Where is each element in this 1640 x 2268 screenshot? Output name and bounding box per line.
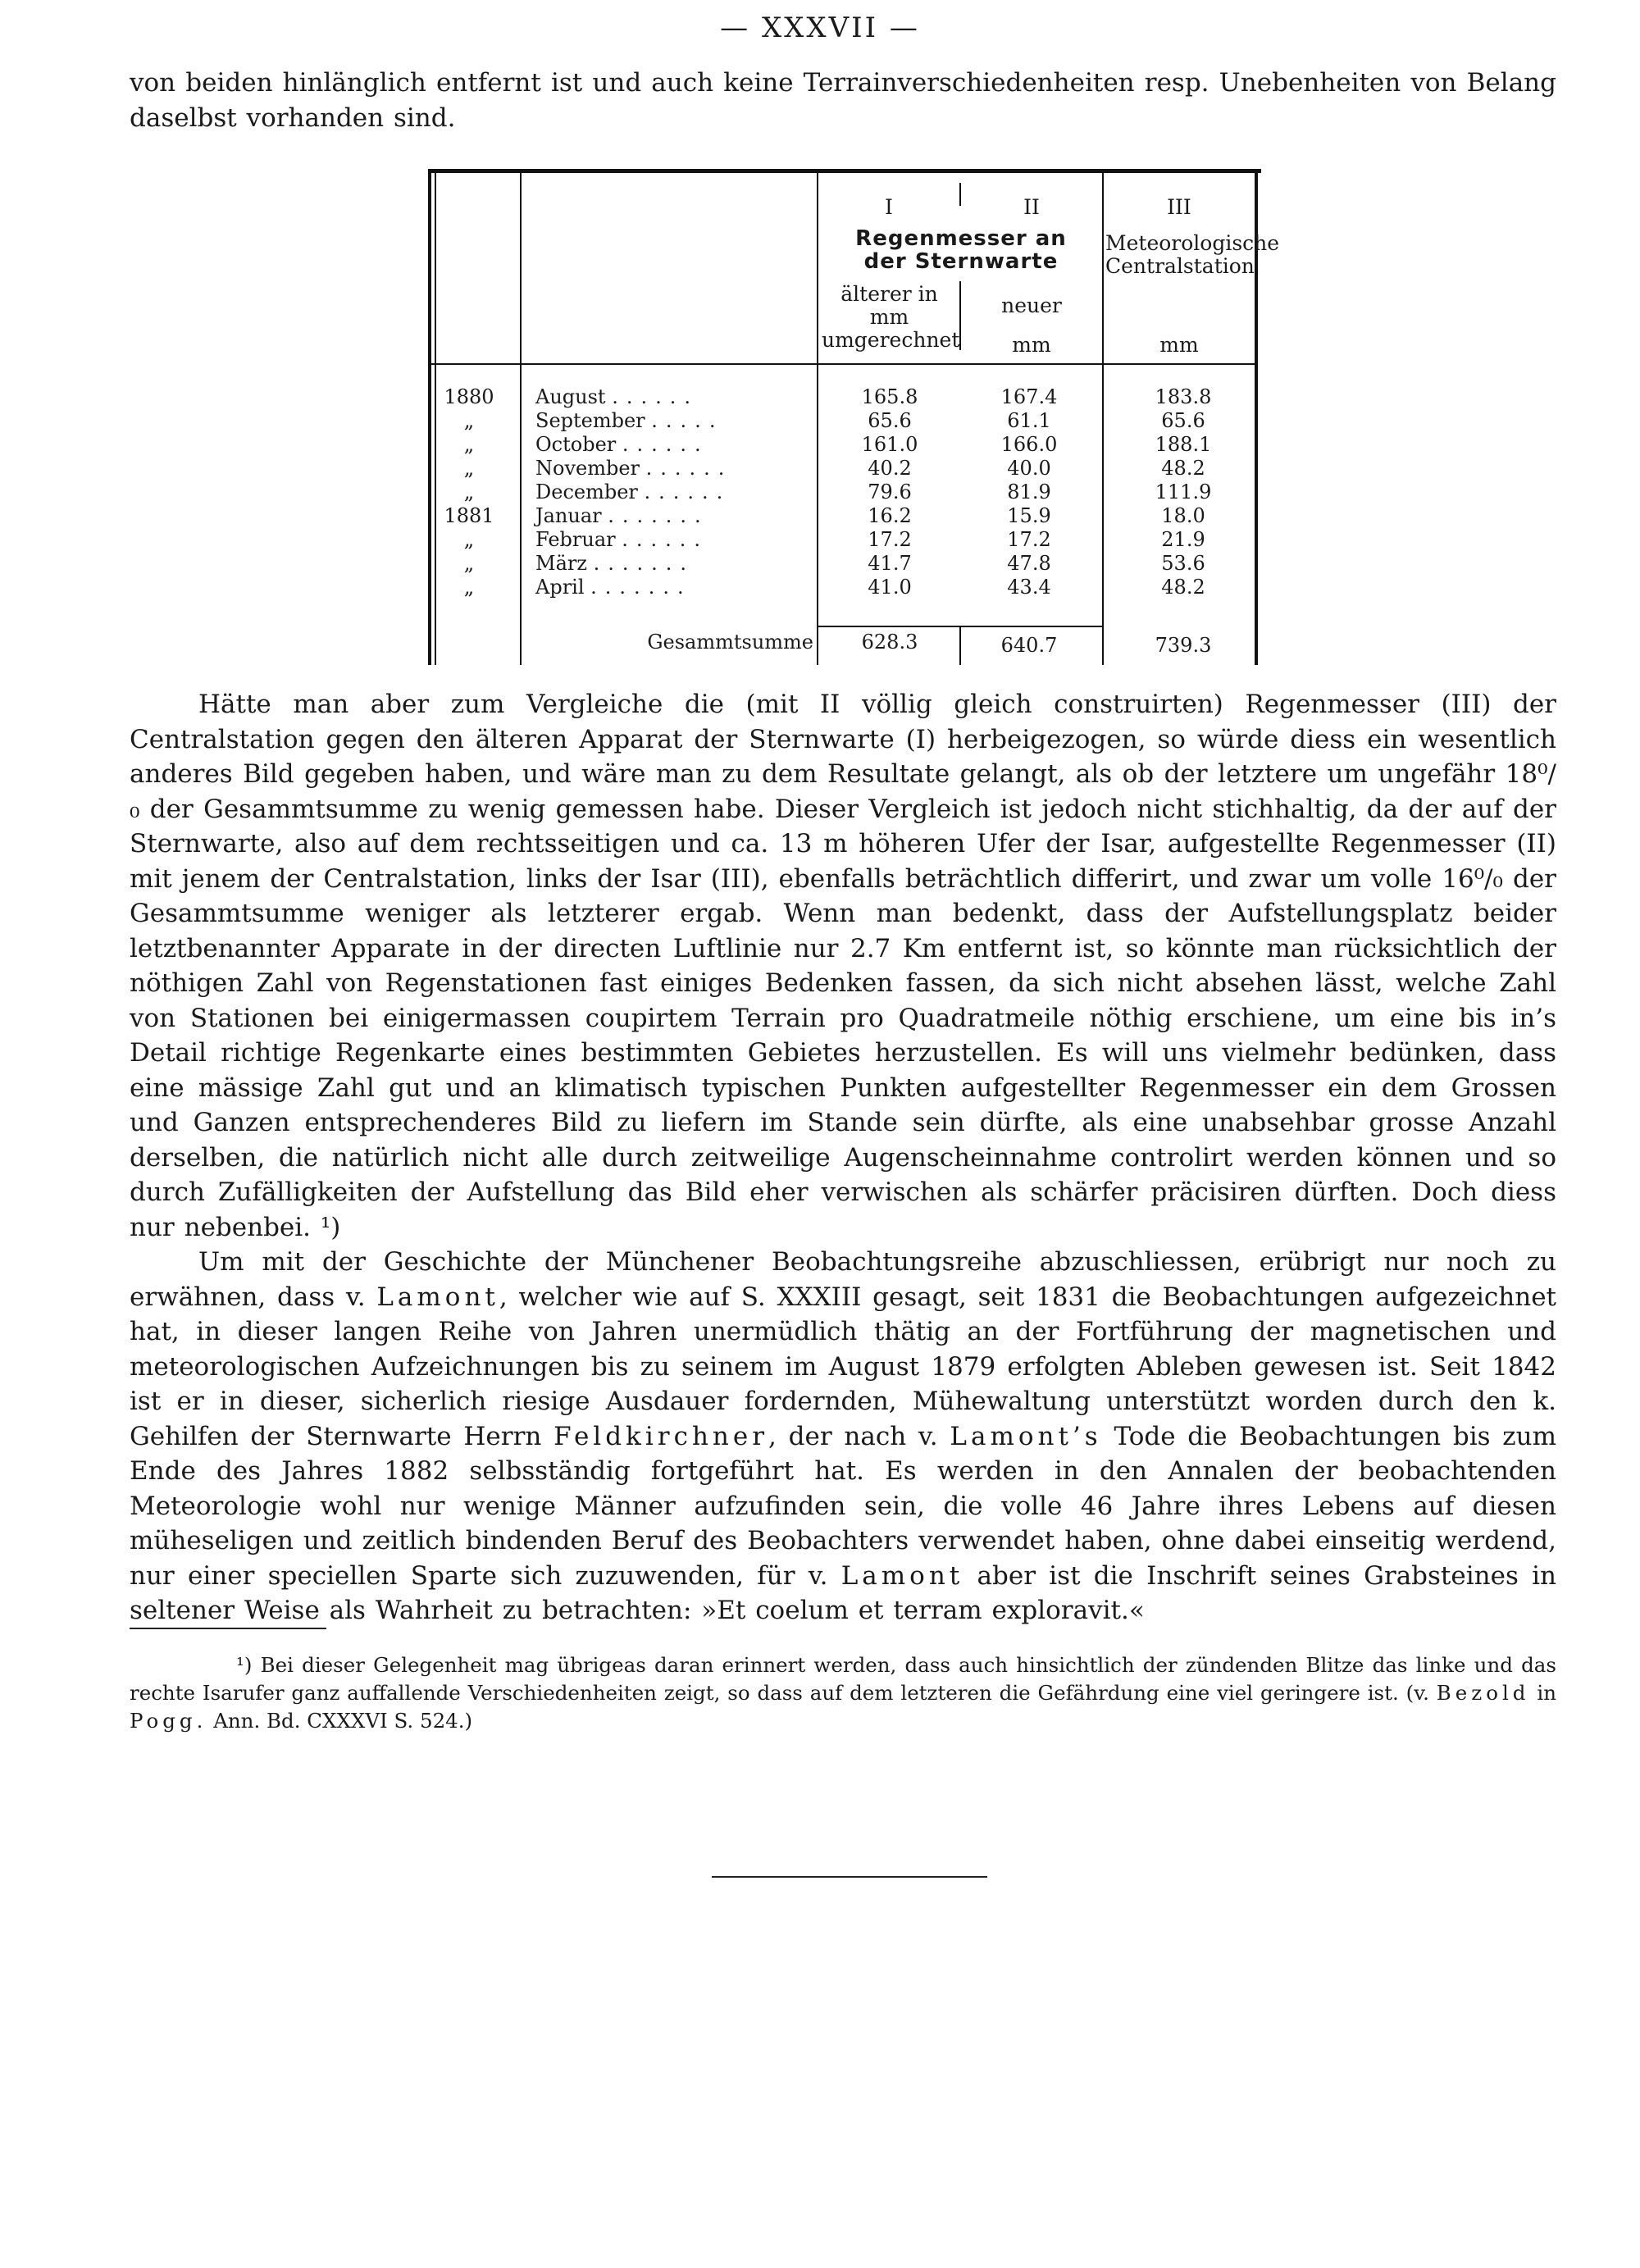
- paragraph2-part2: , welcher wie auf S. XXXIII gesagt, seit 1831 die Beobachtungen aufgezeichnet hat, in dieser langen Reihe von Jahren unermüdlich thätig an der Fortführung der magnetischen und meteorologischen Aufzeichnungen bis zu seinem im August 1879 erfolgten Ableben gewesen ist. Seit 1842 ist er in dieser, sicherlich riesige Ausdauer fordernden, Mühewaltung unterstützt worden durch den k. Gehilfen der Sternwarte Herrn: [130, 1282, 1556, 1451]
- table-cell: 43.4: [1007, 576, 1051, 599]
- table-row-month: [535, 576, 863, 599]
- leader-dots: .......: [608, 504, 709, 527]
- leader-dots: ......: [612, 385, 699, 408]
- col1-number: I: [885, 195, 893, 219]
- table-cell: 47.8: [1007, 552, 1051, 575]
- col3-number: III: [1167, 195, 1191, 219]
- month-label: August: [535, 385, 606, 408]
- col1-values: [820, 385, 959, 599]
- table-cell: 17.2: [868, 528, 912, 551]
- table-cell: 166.0: [1000, 433, 1058, 456]
- month-label: Januar: [535, 504, 602, 527]
- table-cell: 15.9: [1007, 504, 1051, 527]
- leader-dots: .......: [593, 552, 695, 575]
- name-feldkirchner: Feldkirchner: [554, 1421, 769, 1451]
- month-column: [535, 385, 863, 599]
- table-row-year: „: [463, 576, 475, 599]
- col2-number: II: [1023, 195, 1040, 219]
- table-row-month: [535, 504, 863, 528]
- table-cell: 165.8: [861, 385, 918, 408]
- footnote-name-bezold: Bezold: [1436, 1681, 1530, 1705]
- table-cell: 61.1: [1007, 409, 1051, 432]
- table-cell: 41.0: [868, 576, 912, 599]
- end-rule: [712, 1876, 987, 1878]
- month-label: November: [535, 457, 640, 480]
- table-row-month: [535, 552, 863, 576]
- table-year-divider: [520, 173, 522, 665]
- col3-unit: mm: [1159, 333, 1199, 357]
- table-cell: 111.9: [1155, 480, 1212, 503]
- table-cell: 48.2: [1161, 576, 1205, 599]
- col-group-title: Regenmesser an der Sternwarte: [855, 226, 1067, 274]
- col3-values: [1105, 385, 1261, 599]
- table-cell: 41.7: [868, 552, 912, 575]
- total-col1: 628.3: [861, 631, 918, 654]
- name-lamont: Lamont: [376, 1282, 499, 1312]
- footnote-part1: Bei dieser Gelegenheit mag übrigeas daran erinnert werden, dass auch hinsichtlich der zündenden Blitze das linke und das rechte Isarufer ganz auffallende Verschiedenheiten zeigt, so dass auf dem letzteren die Gefährdung eine viel geringere ist. (v.: [130, 1653, 1556, 1705]
- table-cell: 161.0: [861, 433, 918, 456]
- paragraph2-part1: Um mit der Geschichte der Münchener Beobachtungsreihe abzuschliessen, erübrigt nur noch zu erwähnen, dass v.: [130, 1247, 1556, 1312]
- table-cell: 40.2: [868, 457, 912, 480]
- col3-label: Meteorologische Centralstation: [1105, 231, 1280, 278]
- col1-label: älterer in mm umgerechnet: [822, 282, 960, 352]
- table-row-month: [535, 409, 863, 433]
- table-row-year: „: [463, 480, 475, 503]
- leader-dots: ......: [622, 528, 709, 551]
- table-row-year: 1880: [444, 385, 494, 408]
- table-row-month: [535, 480, 863, 504]
- table-total-rule: [817, 626, 1104, 627]
- paragraph-history: [130, 1245, 1556, 1628]
- table-cell: 48.2: [1161, 457, 1205, 480]
- total-col3: 739.3: [1155, 634, 1212, 657]
- month-label: Februar: [535, 528, 616, 551]
- paragraph2-part5: aber ist die Inschrift seines Grabsteines in seltener Weise als Wahrheit zu betrachten: »Et coelum et terram exploravit.«: [130, 1560, 1556, 1625]
- footnote-separator: [130, 1628, 326, 1629]
- footnote-name-pogg: Pogg.: [130, 1709, 207, 1733]
- name-lamont-2: Lamont: [840, 1560, 964, 1591]
- table-row-year: „: [463, 552, 475, 575]
- table-cell: 18.0: [1161, 504, 1205, 527]
- table-cell: 183.8: [1155, 385, 1212, 408]
- table-cell: 188.1: [1155, 433, 1212, 456]
- paragraph2-part3: , der nach v.: [768, 1421, 938, 1451]
- month-label: April: [535, 576, 585, 599]
- table-cell: 17.2: [1007, 528, 1051, 551]
- table-row-month: [535, 385, 863, 409]
- leader-dots: ......: [644, 480, 731, 503]
- footnote-marker: ¹): [236, 1653, 253, 1677]
- intro-paragraph: [130, 66, 1556, 135]
- table-row-month: [535, 457, 863, 480]
- name-lamont-possessive: Lamont’s: [950, 1421, 1102, 1451]
- table-row-month: [535, 433, 863, 457]
- leader-dots: .......: [590, 576, 692, 599]
- year-column: [428, 385, 510, 599]
- month-label: September: [535, 409, 645, 432]
- body-paragraphs: [130, 687, 1556, 1628]
- table-row-year: „: [463, 409, 475, 432]
- rainfall-table: [428, 169, 1280, 665]
- footnote-part3: Ann. Bd. CXXXVI S. 524.): [213, 1709, 473, 1733]
- month-label: März: [535, 552, 587, 575]
- table-row-month: [535, 528, 863, 552]
- table-cell: 65.6: [1161, 409, 1205, 432]
- table-cell: 16.2: [868, 504, 912, 527]
- table-row-year: „: [463, 457, 475, 480]
- month-label: October: [535, 433, 617, 456]
- footnote: [130, 1651, 1556, 1735]
- table-cell: 81.9: [1007, 480, 1051, 503]
- paragraph2-part4: Tode die Beobachtungen bis zum Ende des Jahres 1882 selbsständig fortgeführt hat. Es werden in den Annalen der beobachtenden Meteorologie wohl nur wenige Männer aufzufinden sein, die volle 46 Jahre ihres Lebens auf diesen müheseligen und zeitlich bindenden Beruf des Beobachters verwendet haben, ohne dabei einseitig werdend, nur einer speciellen Sparte sich zuzuwenden, für v.: [130, 1421, 1556, 1591]
- table-cell: 40.0: [1007, 457, 1051, 480]
- page-number: — XXXVII —: [720, 11, 920, 44]
- table-row-year: „: [463, 433, 475, 456]
- leader-dots: ......: [645, 457, 733, 480]
- intro-text: von beiden hinlänglich entfernt ist und auch keine Terrainverschiedenheiten resp. Unebenheiten von Belang daselbst vorhanden sind.: [130, 68, 1556, 133]
- table-row-year: „: [463, 528, 475, 551]
- table-cell: 65.6: [868, 409, 912, 432]
- table-row-year: 1881: [444, 504, 494, 527]
- col2-label: neuer: [1001, 294, 1062, 317]
- footnote-part2: in: [1537, 1681, 1556, 1705]
- month-label: December: [535, 480, 638, 503]
- total-label: Gesammtsumme: [647, 631, 813, 654]
- total-col2: 640.7: [1000, 634, 1058, 657]
- table-col3-divider: [1102, 173, 1104, 665]
- leader-dots: .....: [651, 409, 724, 432]
- table-cell: 53.6: [1161, 552, 1205, 575]
- leader-dots: ......: [622, 433, 709, 456]
- paragraph-rain-comparison: Hätte man aber zum Vergleiche die (mit II völlig gleich construirten) Regenmesser (III) der Centralstation gegen den älteren Apparat der Sternwarte (I) herbeigezogen, so würde diess ein wesentlich anderes Bild gegeben haben, und wäre man zu dem Resultate gelangt, als ob der letztere um ungefähr 18⁰/₀ der Gesammtsumme zu wenig gemessen habe. Dieser Vergleich ist jedoch nicht stichhaltig, da der auf der Sternwarte, also auf dem rechtsseitigen und ca. 13 m höheren Ufer der Isar, aufgestellte Regenmesser (II) mit jenem der Centralstation, links der Isar (III), ebenfalls beträchtlich differirt, und zwar um volle 16⁰/₀ der Gesammtsumme weniger als letzterer ergab. Wenn man bedenkt, dass der Aufstellungsplatz beider letztbenannter Apparate in der directen Luftlinie nur 2.7 Km entfernt ist, so könnte man rücksichtlich der nöthigen Zahl von Regenstationen fast einiges Bedenken fassen, da sich nicht absehen lässt, welche Zahl von Stationen bei einigermassen coupirtem Terrain pro Quadratmeile nöthig erschiene, um eine bis in’s Detail richtige Regenkarte eines bestimmten Gebietes herzustellen. Es will uns vielmehr bedünken, dass eine mässige Zahl gut und an klimatisch typischen Punkten aufgestellter Regenmesser ein dem Grossen und Ganzen entsprechenderes Bild zu liefern im Stande sein dürfte, als eine unabsehbar grosse Anzahl derselben, die natürlich nicht alle durch zeitweilige Augenscheinnahme controlirt werden können und so durch Zufälligkeiten der Aufstellung das Bild eher verwischen als schärfer präcisiren dürften. Doch diess nur nebenbei. ¹): [130, 690, 1556, 1242]
- col2-unit: mm: [1012, 333, 1051, 357]
- table-header-rule: [428, 363, 1258, 365]
- col2-values: [959, 385, 1099, 599]
- table-cell: 167.4: [1000, 385, 1058, 408]
- table-cell: 79.6: [868, 480, 912, 503]
- table-cell: 21.9: [1161, 528, 1205, 551]
